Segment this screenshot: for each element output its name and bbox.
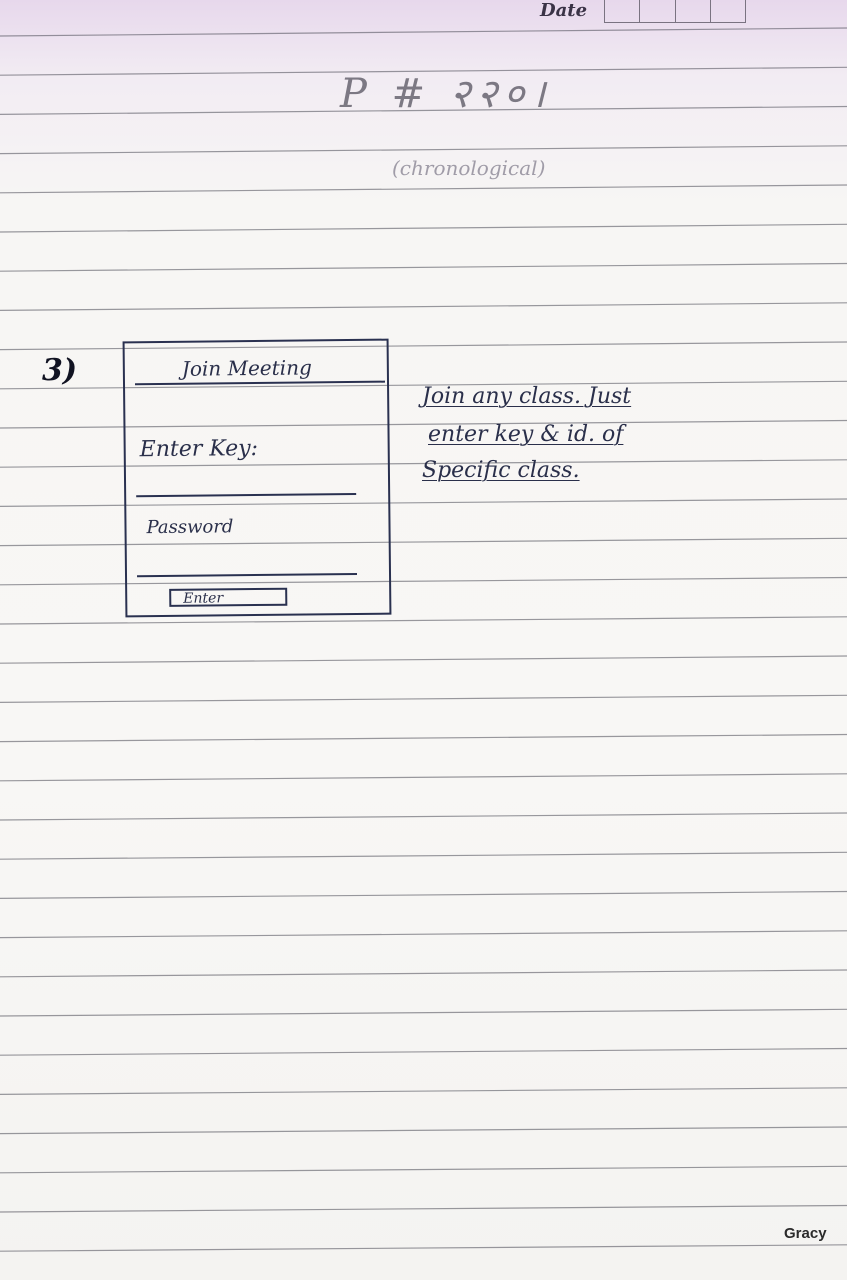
rule-line — [0, 1049, 847, 1056]
rule-line — [0, 1166, 847, 1173]
date-label: Date — [540, 0, 588, 21]
rule-line — [0, 1245, 847, 1251]
rule-line — [0, 892, 847, 899]
key-input[interactable] — [136, 465, 356, 497]
mockup-title: Join Meeting — [181, 355, 312, 381]
rule-line — [0, 1088, 847, 1095]
rule-line — [0, 617, 847, 624]
rule-line — [0, 1009, 847, 1016]
date-field — [604, 0, 746, 23]
rule-line — [0, 185, 847, 193]
description-line-3: Specific class. — [422, 458, 580, 483]
rule-line — [0, 264, 847, 272]
rule-line — [0, 813, 847, 820]
rule-line — [0, 303, 847, 311]
rule-line — [0, 735, 847, 742]
rule-line — [0, 656, 847, 663]
page-title: P # २२०। — [340, 71, 552, 117]
description-line-1: Join any class. Just — [422, 384, 632, 409]
mockup-title-divider — [135, 381, 385, 386]
rule-line — [0, 28, 847, 36]
rule-line — [0, 146, 847, 154]
enter-key-label: Enter Key: — [139, 435, 259, 463]
rule-line — [0, 695, 847, 702]
rule-line — [0, 224, 847, 232]
rule-line — [0, 931, 847, 938]
password-input[interactable] — [137, 545, 357, 577]
item-number: 3) — [42, 353, 78, 388]
join-meeting-mockup — [123, 339, 392, 618]
rule-line — [0, 852, 847, 859]
page-subtitle: (chronological) — [392, 156, 546, 180]
password-label: Password — [146, 516, 234, 539]
rule-line — [0, 1206, 847, 1213]
description-line-2: enter key & id. of — [428, 422, 624, 447]
notebook-brand: Gracy — [784, 1225, 827, 1242]
rule-line — [0, 970, 847, 977]
rule-line — [0, 1127, 847, 1134]
enter-button[interactable]: Enter — [169, 588, 287, 607]
rule-line — [0, 774, 847, 781]
